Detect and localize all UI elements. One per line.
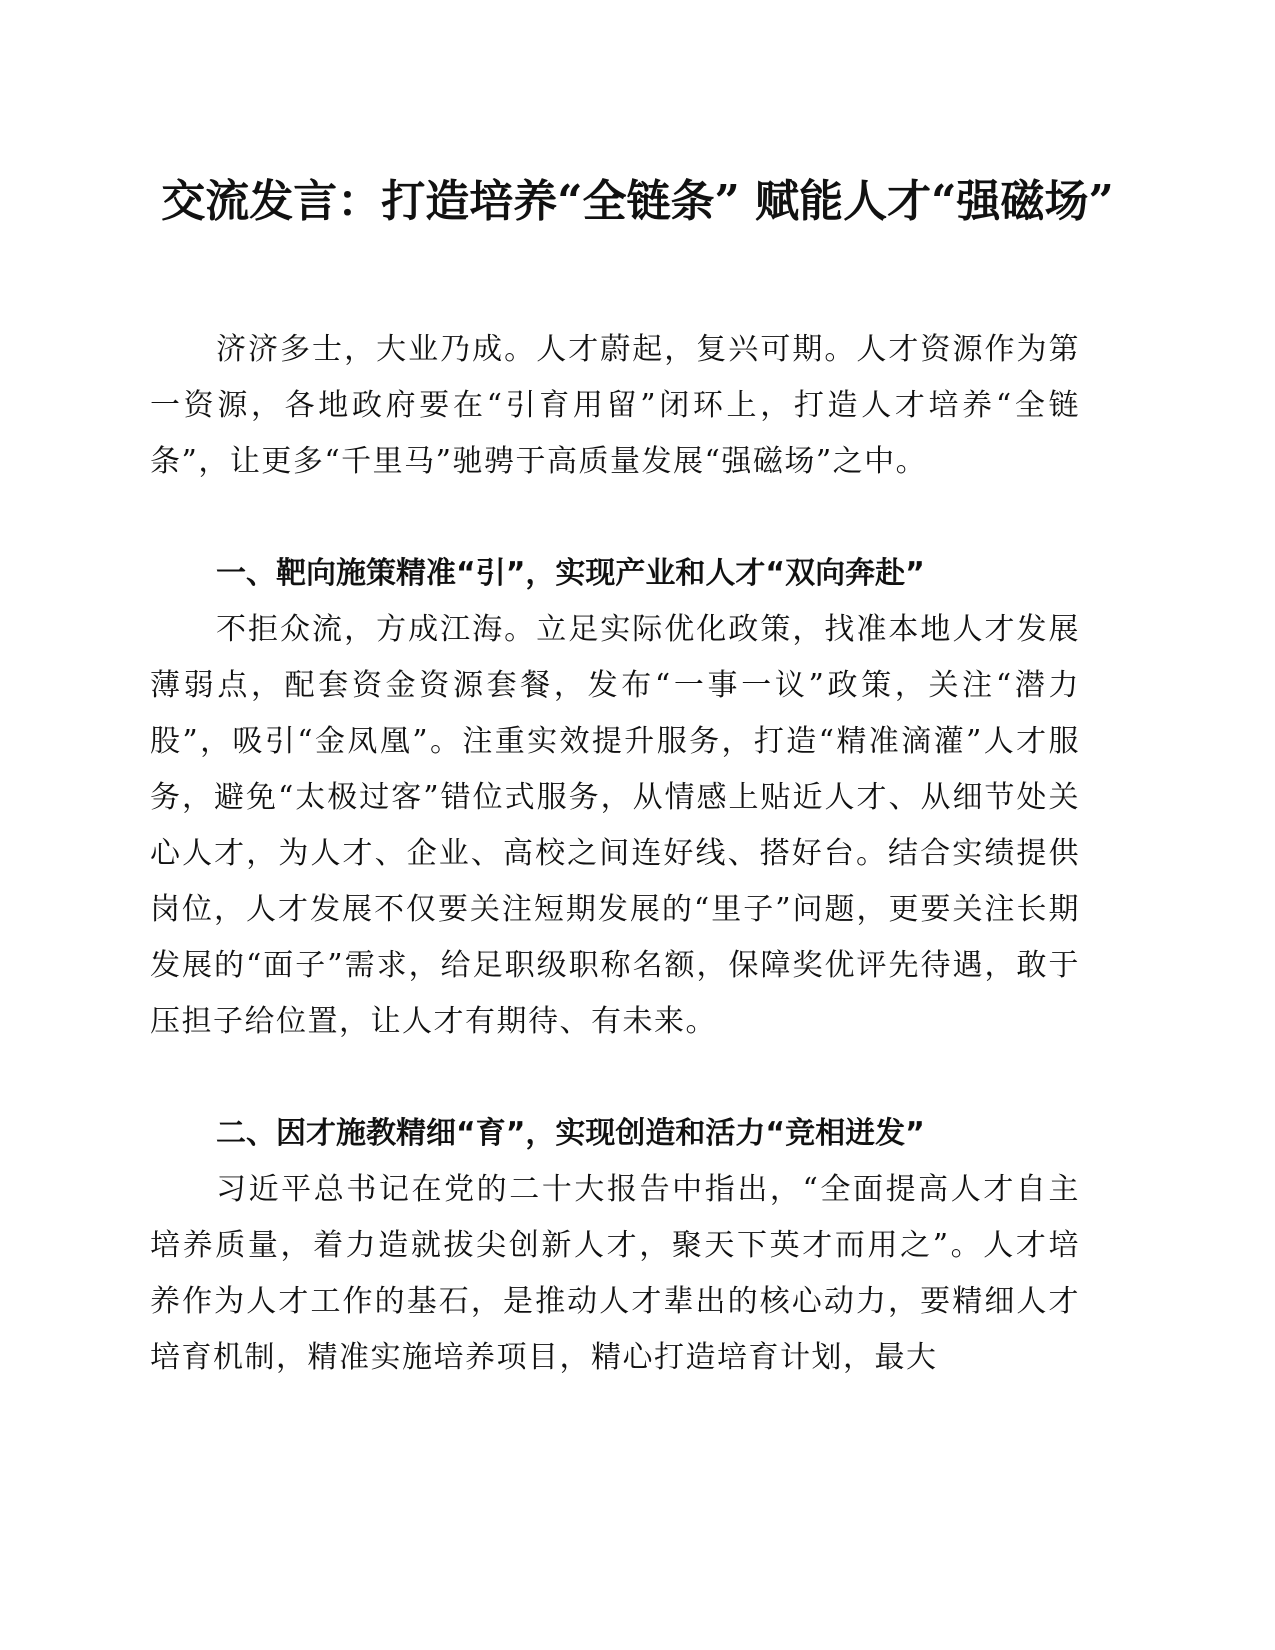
- intro-paragraph: 济济多士，大业乃成。人才蔚起，复兴可期。人才资源作为第一资源，各地政府要在“引育用留”闭环上，打造人才培养“全链条”，让更多“千里马”驰骋于高质量发展“强磁场”之中。: [150, 332, 1080, 479]
- section-2-paragraph: 习近平总书记在党的二十大报告中指出，“全面提高人才自主培养质量，着力造就拔尖创新人才，聚天下英才而用之”。人才培养作为人才工作的基石，是推动人才辈出的核心动力，要精细人才培育机制，精准实施培养项目，精心打造培育计划，最大: [150, 1172, 1080, 1375]
- section-heading-1: 一、靶向施策精准“引”，实现产业和人才“双向奔赴”: [216, 556, 925, 591]
- document-title: 交流发言：打造培养“全链条” 赋能人才“强磁场”: [161, 176, 1114, 227]
- section-heading-2: 二、因才施教精细“育”，实现创造和活力“竞相迸发”: [216, 1116, 925, 1151]
- section-1-paragraph: 不拒众流，方成江海。立足实际优化政策，找准本地人才发展薄弱点，配套资金资源套餐，发布“一事一议”政策，关注“潜力股”，吸引“金凤凰”。注重实效提升服务，打造“精准滴灌”人才服务，避免“太极过客”错位式服务，从情感上贴近人才、从细节处关心人才，为人才、企业、高校之间连好线、搭好台。结合实绩提供岗位，人才发展不仅要关注短期发展的“里子”问题，更要关注长期发展的“面子”需求，给足职级职称名额，保障奖优评先待遇，敢于压担子给位置，让人才有期待、有未来。: [150, 612, 1080, 1039]
